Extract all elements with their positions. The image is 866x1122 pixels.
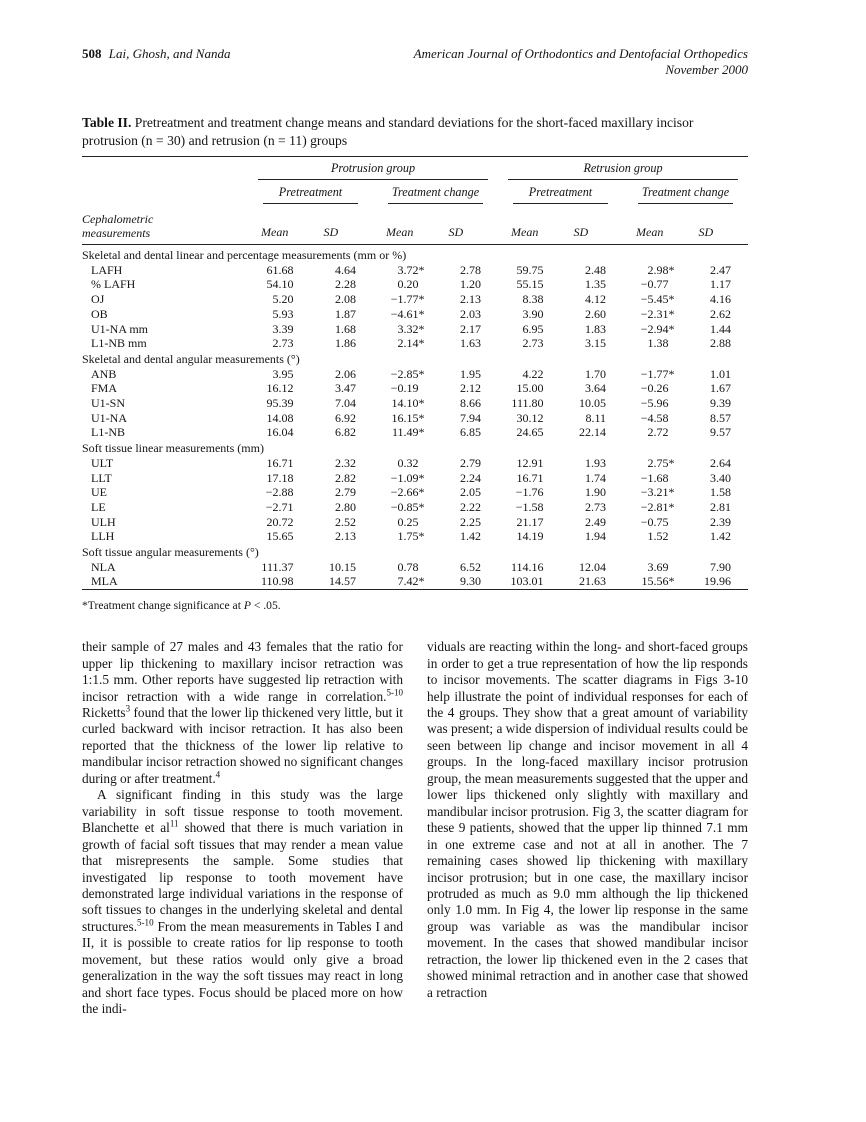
cell-value: 6.92	[335, 410, 356, 425]
table-row	[82, 292, 748, 307]
cell-value: 6.52	[460, 559, 481, 574]
cell-value: −5.45*	[640, 292, 675, 307]
footnote-text: *Treatment change significance at	[82, 599, 244, 613]
cell-value: 21.17	[516, 514, 544, 529]
paragraph: their sample of 27 males and 43 females that the ratio for upper lip thickening to maxillary incisor retraction was 1:1.5 mm. Other reports have suggested lip retraction with incisor retraction with a wide range in correlation.$^{5-10}$ Ricketts$^3$ found that the lower lip thickened very little, but it curled backward with incisor retraction. It has also been reported that the thickness of the lower lip relative to mandibular incisor retraction showed no significant changes during or after treatment.$^4$	[82, 639, 403, 786]
cell-value: −0.85*	[390, 499, 425, 514]
cell-value: 1.70	[585, 366, 606, 381]
cell-value: 2.17	[460, 321, 481, 336]
row-label: LAFH	[91, 262, 123, 277]
cell-value: 4.12	[585, 292, 606, 307]
cell-value: 16.71	[516, 470, 544, 485]
cell-value: 3.39	[272, 321, 294, 336]
table-row	[82, 322, 748, 337]
cell-value: 8.11	[585, 410, 606, 425]
column-header-sd: SD	[311, 204, 374, 245]
table-caption-text: Pretreatment and treatment change means and standard deviations for the short-faced maxillary incisor protrusion (n = 30) and retrusion (n = 11) groups	[82, 115, 694, 148]
article-body	[82, 639, 748, 1017]
cell-value: 1.86	[335, 336, 356, 351]
journal-title: American Journal of Orthodontics and Dentofacial Orthopedics	[413, 46, 748, 61]
subgroup-header-cell	[623, 180, 748, 204]
running-authors: Lai, Ghosh, and Nanda	[108, 46, 231, 61]
cell-value: 3.90	[522, 306, 544, 321]
table-row	[82, 485, 748, 500]
cell-value: 1.93	[585, 455, 606, 470]
cell-value: 1.68	[335, 321, 356, 336]
cell-value: −2.66*	[390, 485, 425, 500]
cell-value: 2.72	[647, 425, 669, 440]
cell-value: 17.18	[266, 470, 294, 485]
cell-value: −1.76	[515, 485, 544, 500]
group-header-cell	[498, 157, 748, 181]
cell-value: 11.49*	[391, 425, 425, 440]
cell-value: 2.73	[522, 336, 544, 351]
cell-value: 1.94	[585, 529, 606, 544]
table-row	[82, 307, 748, 322]
subheader-protrusion-treatment-change: Treatment change	[388, 185, 483, 204]
row-label: UE	[91, 485, 107, 500]
paragraph: viduals are reacting within the long- and short-faced groups in order to get a true representation of how the lip responds to incisor movements. The scatter diagrams in Figs 3-10 help illustrate the point of individual responses for each of the 4 groups. They show that a great amount of variability was present; a wide dispersion of individual results could be seen between lip change and incisor movement in all 4 groups. In the long-faced maxillary incisor protrusion group, the mean measurements suggested that the upper and lower lips thickened only slightly with maxillary and mandibular incisor protrusion. Fig 3, the scatter diagram for these 9 patients, showed that the upper lip thinned 7.1 mm in one extreme case and not at all in another. The 7 remaining cases showed lip thickening with maxillary incisor protrusion; but in one case, the maxillary incisor protruded as much as 9.0 mm although the lip thickened only 1.0 mm. In Fig 4, the lower lip response in the same group was variable as was the mandibular incisor movement. In the cases that showed mandibular incisor retraction, the lower lip thickened even in the 2 cases that showed minimal retraction and in another case that showed a retraction	[427, 639, 748, 1000]
cell-value: 15.00	[516, 381, 544, 396]
reference-superscript: 5-10	[386, 687, 403, 698]
cell-value: 1.17	[710, 277, 731, 292]
cell-value: 2.47	[710, 262, 731, 277]
cell-value: 6.82	[335, 425, 356, 440]
cell-value: 114.16	[510, 559, 544, 574]
table-section-title: Skeletal and dental angular measurements (°)	[82, 351, 300, 366]
cell-value: 2.73	[585, 499, 606, 514]
row-label: L1-NB	[91, 425, 125, 440]
cell-value: 21.63	[579, 574, 606, 589]
cell-value: −0.77	[640, 277, 669, 292]
cell-value: 7.90	[710, 559, 731, 574]
group-header-row	[82, 157, 748, 181]
cell-value: 110.98	[260, 574, 294, 589]
cell-value: 16.71	[266, 455, 294, 470]
row-label: NLA	[91, 559, 116, 574]
cell-value: 1.38	[647, 336, 669, 351]
cell-value: 2.62	[710, 306, 731, 321]
cell-value: 1.74	[585, 470, 606, 485]
table-body	[82, 245, 748, 590]
cell-value: 7.04	[335, 396, 356, 411]
cell-value: 2.79	[335, 485, 356, 500]
running-head-right	[414, 46, 748, 78]
cell-value: 22.14	[579, 425, 606, 440]
cell-value: 2.28	[335, 277, 356, 292]
column-header-mean: Mean	[623, 204, 686, 245]
issue-date: November 2000	[665, 62, 748, 77]
cell-value: 2.78	[460, 262, 481, 277]
text-column-left	[82, 639, 403, 1017]
cell-value: 2.60	[585, 306, 606, 321]
cell-value: 103.01	[510, 574, 544, 589]
cell-value: 14.08	[266, 410, 294, 425]
table-row	[82, 277, 748, 292]
cell-value: 6.95	[522, 321, 544, 336]
row-label: U1-NA	[91, 410, 127, 425]
cell-value: 2.13	[460, 292, 481, 307]
cell-value: −2.85*	[390, 366, 425, 381]
table-section-title: Soft tissue linear measurements (mm)	[82, 441, 264, 456]
row-label-header-text: Cephalometric measurements	[82, 212, 154, 240]
column-header-mean: Mean	[373, 204, 436, 245]
cell-value: 15.65	[266, 529, 294, 544]
row-label: OB	[91, 306, 108, 321]
cell-value: 2.24	[460, 470, 481, 485]
cell-value: 16.12	[266, 381, 294, 396]
cell-value: 16.15*	[391, 410, 425, 425]
table-row	[82, 574, 748, 589]
empty-header-cell	[82, 157, 248, 181]
cell-value: 1.87	[335, 306, 356, 321]
table-caption	[82, 114, 748, 149]
cell-value: 55.15	[516, 277, 544, 292]
cell-value: 1.75*	[397, 529, 425, 544]
cell-value: 12.04	[579, 559, 606, 574]
row-label: FMA	[91, 381, 118, 396]
cell-value: −2.31*	[640, 306, 675, 321]
table-row	[82, 515, 748, 530]
cell-value: 2.81	[710, 499, 731, 514]
cell-value: 2.13	[335, 529, 356, 544]
cell-value: 3.47	[335, 381, 356, 396]
row-label: ANB	[91, 366, 117, 381]
cell-value: −2.71	[265, 499, 294, 514]
table-footnote	[82, 599, 748, 612]
cell-value: 1.42	[460, 529, 481, 544]
cell-value: 2.52	[335, 514, 356, 529]
cell-value: 2.75*	[647, 455, 675, 470]
row-label: U1-SN	[91, 396, 126, 411]
cell-value: 2.14*	[397, 336, 425, 351]
cell-value: 1.42	[710, 529, 731, 544]
cell-value: 14.19	[516, 529, 544, 544]
cell-value: 7.42*	[397, 574, 425, 589]
cell-value: −1.77*	[390, 292, 425, 307]
cell-value: 2.03	[460, 306, 481, 321]
cell-value: 2.49	[585, 514, 606, 529]
cell-value: 2.32	[335, 455, 356, 470]
cell-value: 1.83	[585, 321, 606, 336]
cell-value: −5.96	[640, 396, 669, 411]
row-label-header	[82, 204, 248, 245]
cell-value: 14.57	[329, 574, 356, 589]
cell-value: 20.72	[266, 514, 294, 529]
group-header-protrusion: Protrusion group	[258, 161, 488, 180]
reference-superscript: 11	[169, 818, 179, 829]
page-number: 508	[82, 46, 102, 61]
cell-value: 4.64	[335, 262, 356, 277]
cell-value: −4.61*	[390, 306, 425, 321]
subgroup-header-cell	[498, 180, 623, 204]
cell-value: 19.96	[704, 574, 731, 589]
footnote-p-symbol: P	[243, 599, 251, 613]
cell-value: 1.90	[585, 485, 606, 500]
cell-value: 10.05	[579, 396, 606, 411]
cell-value: 1.20	[460, 277, 481, 292]
cell-value: −4.58	[640, 410, 669, 425]
table-row	[82, 411, 748, 426]
cell-value: 1.63	[460, 336, 481, 351]
paragraph: A significant finding in this study was the large variability in soft tissue response to tooth movement. Blanchette et $al^{11}$ showed that there is much variation in growth of facial soft tissues that may render a mean value that misrepresents the sample. Some studies that investigated lip response to tooth movement have demonstrated large individual variations in the response of soft tissues to changes in the underlying skeletal and dental structures.$^{5-10}$ From the mean measurements in Tables I and II, it is possible to create ratios for lip response to tooth movement, but these ratios would only give a broad generalization in the way the soft tissues may react in long and short face types. Focus should be placed more on how the indi-	[82, 787, 404, 1017]
subheader-retrusion-pretreatment: Pretreatment	[513, 185, 608, 204]
subgroup-header-cell	[373, 180, 498, 204]
cell-value: 0.20	[397, 277, 419, 292]
cell-value: 2.48	[585, 262, 606, 277]
cell-value: 59.75	[516, 262, 544, 277]
reference-superscript: 4	[215, 769, 221, 780]
cell-value: 2.79	[460, 455, 481, 470]
cell-value: 95.39	[266, 396, 294, 411]
table-row	[82, 367, 748, 382]
cell-value: 3.69	[647, 559, 669, 574]
cell-value: 2.39	[710, 514, 731, 529]
table-row	[82, 381, 748, 396]
cell-value: 8.38	[522, 292, 544, 307]
footnote-text: < .05.	[250, 599, 281, 613]
cell-value: 1.35	[585, 277, 606, 292]
cell-value: 30.12	[516, 410, 544, 425]
subgroup-header-cell	[248, 180, 373, 204]
reference-superscript: 3	[125, 703, 131, 714]
cell-value: −2.88	[265, 485, 294, 500]
cell-value: 0.78	[397, 559, 419, 574]
cell-value: 1.01	[710, 366, 731, 381]
table-row	[82, 560, 748, 575]
cell-value: 7.94	[460, 410, 481, 425]
cell-value: 14.10*	[391, 396, 425, 411]
cell-value: 9.30	[460, 574, 481, 589]
column-header-sd: SD	[561, 204, 624, 245]
cell-value: 1.44	[710, 321, 731, 336]
row-label: ULH	[91, 514, 116, 529]
table-section-row	[82, 245, 748, 263]
cell-value: 2.80	[335, 499, 356, 514]
cell-value: 61.68	[266, 262, 294, 277]
cell-value: 6.85	[460, 425, 481, 440]
cell-value: −1.09*	[390, 470, 425, 485]
table-row	[82, 396, 748, 411]
row-label: MLA	[91, 574, 118, 589]
subheader-retrusion-treatment-change: Treatment change	[638, 185, 733, 204]
column-header-mean: Mean	[498, 204, 561, 245]
cell-value: 0.25	[397, 514, 419, 529]
cell-value: −0.26	[640, 381, 669, 396]
cell-value: 2.64	[710, 455, 731, 470]
row-label: OJ	[91, 292, 105, 307]
empty-header-cell	[82, 180, 248, 204]
table-row	[82, 263, 748, 278]
reference-superscript: 5-10	[137, 917, 154, 928]
cell-value: 12.91	[516, 455, 544, 470]
cell-value: −1.58	[515, 499, 544, 514]
group-header-cell	[248, 157, 498, 181]
row-label: LLT	[91, 470, 112, 485]
cell-value: 1.67	[710, 381, 731, 396]
cell-value: 3.64	[585, 381, 606, 396]
cephalometric-table	[82, 156, 748, 590]
column-header-mean: Mean	[248, 204, 311, 245]
cell-value: 4.22	[522, 366, 544, 381]
cell-value: −1.68	[640, 470, 669, 485]
table-section-title: Soft tissue angular measurements (°)	[82, 545, 259, 560]
table-row	[82, 456, 748, 471]
row-label: % LAFH	[91, 277, 136, 292]
cell-value: 54.10	[266, 277, 294, 292]
column-header-sd: SD	[436, 204, 499, 245]
table-section-title: Skeletal and dental linear and percentage measurements (mm or %)	[82, 248, 407, 262]
cell-value: −0.19	[390, 381, 419, 396]
cell-value: 2.98*	[647, 262, 675, 277]
cell-value: 10.15	[329, 559, 356, 574]
cell-value: 3.95	[272, 366, 294, 381]
cell-value: −2.94*	[640, 321, 675, 336]
cell-value: 2.05	[460, 485, 481, 500]
row-label: L1-NB mm	[91, 336, 147, 351]
row-label: LE	[91, 499, 106, 514]
cell-value: 2.82	[335, 470, 356, 485]
cell-value: 111.37	[261, 559, 294, 574]
group-header-retrusion: Retrusion group	[508, 161, 738, 180]
table-section-row	[82, 544, 748, 560]
table-section-row	[82, 351, 748, 367]
cell-value: 2.08	[335, 292, 356, 307]
cell-value: 1.58	[710, 485, 731, 500]
cell-value: 8.57	[710, 410, 731, 425]
cell-value: 3.40	[710, 470, 731, 485]
cell-value: −2.81*	[640, 499, 675, 514]
cell-value: 15.56*	[641, 574, 675, 589]
table-row	[82, 500, 748, 515]
cell-value: −0.75	[640, 514, 669, 529]
cell-value: 8.66	[460, 396, 481, 411]
cell-value: 2.25	[460, 514, 481, 529]
cell-value: −1.77*	[640, 366, 675, 381]
cell-value: 16.04	[266, 425, 294, 440]
cell-value: 1.52	[647, 529, 669, 544]
cell-value: 24.65	[516, 425, 544, 440]
column-header-sd: SD	[686, 204, 749, 245]
cell-value: −3.21*	[640, 485, 675, 500]
table-row	[82, 529, 748, 544]
cell-value: 3.72*	[397, 262, 425, 277]
running-head	[82, 46, 748, 78]
row-label: U1-NA mm	[91, 321, 148, 336]
text-column-right	[427, 639, 748, 1017]
cell-value: 9.39	[710, 396, 731, 411]
cell-value: 5.20	[272, 292, 294, 307]
row-label: LLH	[91, 529, 115, 544]
column-header-row	[82, 204, 748, 245]
cell-value: 2.06	[335, 366, 356, 381]
cell-value: 2.73	[272, 336, 294, 351]
cell-value: 2.88	[710, 336, 731, 351]
cell-value: 2.12	[460, 381, 481, 396]
cell-value: 3.32*	[397, 321, 425, 336]
running-head-left	[82, 46, 230, 62]
cell-value: 4.16	[710, 292, 731, 307]
cell-value: 3.15	[585, 336, 606, 351]
table-row	[82, 471, 748, 486]
cell-value: 9.57	[710, 425, 731, 440]
table-row	[82, 425, 748, 440]
cell-value: 1.95	[460, 366, 481, 381]
table-caption-label: Table II.	[82, 115, 132, 130]
table-row	[82, 336, 748, 351]
cell-value: 2.22	[460, 499, 481, 514]
cell-value: 5.93	[272, 306, 294, 321]
row-label: ULT	[91, 455, 114, 470]
subheader-protrusion-pretreatment: Pretreatment	[263, 185, 358, 204]
table-section-row	[82, 440, 748, 456]
cell-value: 111.80	[511, 396, 544, 411]
cell-value: 0.32	[397, 455, 419, 470]
subgroup-header-row	[82, 180, 748, 204]
